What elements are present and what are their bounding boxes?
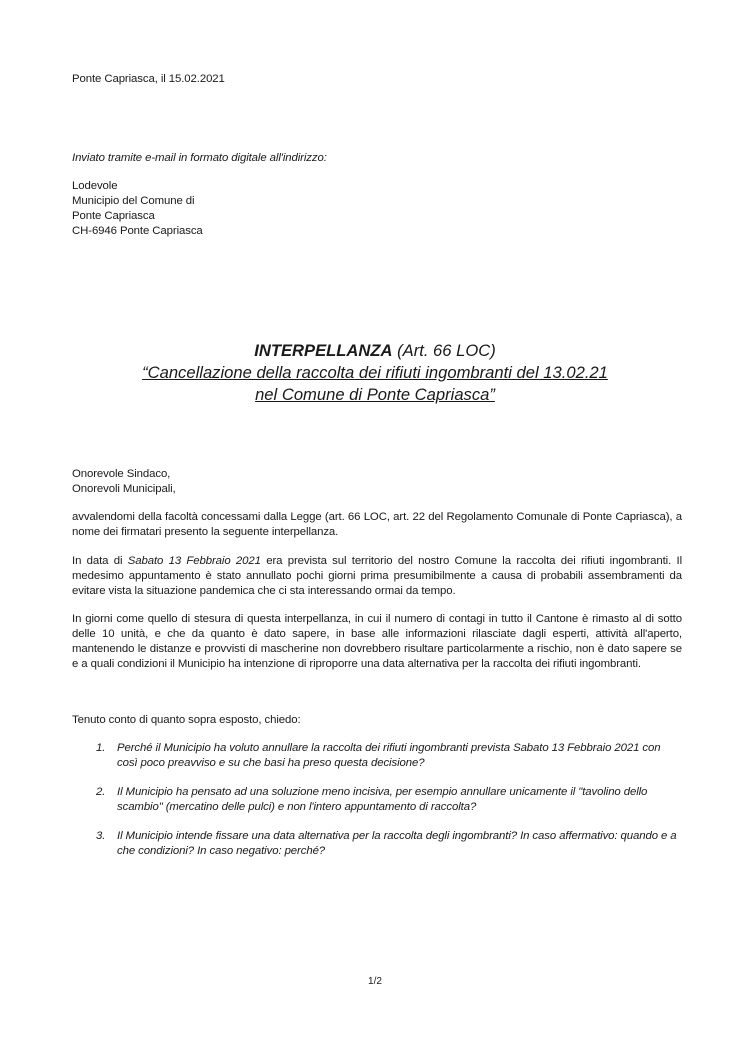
paragraph-1: avvalendomi della facoltà concessami dalla Legge (art. 66 LOC, art. 22 del Regolamento Comunale di Ponte Capriasca), a nome dei firmatari presento la seguente interpellanza. bbox=[72, 511, 682, 538]
address-line: Lodevole bbox=[72, 180, 118, 192]
question-text: Il Municipio ha pensato ad una soluzione meno incisiva, per esempio annullare unicamente il "tavolino dello scambio" (mercatino delle pulci) e non l'intero appuntamento di raccolta? bbox=[117, 786, 648, 813]
paragraph-2-pre: In data di bbox=[72, 555, 128, 567]
title-subtitle-line2: nel Comune di Ponte Capriasca” bbox=[255, 385, 495, 404]
question-item bbox=[72, 741, 682, 771]
address-line: CH-6946 Ponte Capriasca bbox=[72, 225, 203, 237]
question-item bbox=[72, 829, 682, 859]
question-item bbox=[72, 785, 682, 815]
paragraph-3: In giorni come quello di stesura di questa interpellanza, in cui il numero di contagi in tutto il Cantone è rimasto al di sotto delle 10 unità, e che da quanto è dato sapere, in base alle informazioni rilasciate dagli esperti, attività all'aperto, mantenendo le distanze e provvisti di mascherine non dovrebbero risultare particolarmente a rischio, non è dato sapere se e a quali condizioni il Municipio ha intenzione di riproporre una data alternativa per la raccolta dei rifiuti ingombranti. bbox=[72, 613, 682, 670]
questions-list bbox=[72, 741, 682, 873]
title-subtitle-line1: “Cancellazione della raccolta dei rifiuti ingombranti del 13.02.21 bbox=[142, 363, 608, 382]
question-text: Perché il Municipio ha voluto annullare la raccolta dei rifiuti ingombranti prevista Sabato 13 Febbraio 2021 con così poco preavviso e su che basi ha preso questa decisione? bbox=[117, 742, 661, 769]
sent-note: Inviato tramite e-mail in formato digitale all'indirizzo: bbox=[72, 152, 327, 164]
greeting-line: Onorevole Sindaco, bbox=[72, 468, 171, 480]
page-number: 1/2 bbox=[368, 976, 382, 987]
place-date: Ponte Capriasca, il 15.02.2021 bbox=[72, 73, 225, 85]
questions-intro: Tenuto conto di quanto sopra esposto, chiedo: bbox=[72, 714, 301, 726]
title-article: (Art. 66 LOC) bbox=[392, 341, 496, 360]
address-line: Ponte Capriasca bbox=[72, 210, 155, 222]
paragraph-2-post: era prevista sul territorio del nostro Comune la raccolta dei rifiuti ingombranti. Il medesimo appuntamento è stato annullato pochi giorni prima presumibilmente a causa di probabili assembramenti da evitare vista la situazione pandemica che ci sta interessando ormai da tempo. bbox=[72, 555, 683, 597]
greeting bbox=[72, 467, 176, 497]
question-number: 3. bbox=[96, 830, 106, 842]
paragraph-2 bbox=[72, 554, 682, 599]
question-text: Il Municipio intende fissare una data alternativa per la raccolta degli ingombranti? In caso affermativo: quando e a che condizioni? In caso negativo: perché? bbox=[117, 830, 677, 857]
greeting-line: Onorevoli Municipali, bbox=[72, 483, 176, 495]
recipient-address bbox=[72, 179, 203, 239]
paragraph-2-date: Sabato 13 Febbraio 2021 bbox=[127, 555, 261, 567]
title-main: INTERPELLANZA bbox=[254, 341, 393, 360]
address-line: Municipio del Comune di bbox=[72, 195, 195, 207]
title-line bbox=[0, 340, 750, 362]
question-number: 1. bbox=[96, 742, 106, 754]
question-number: 2. bbox=[96, 786, 106, 798]
document-title bbox=[0, 340, 750, 406]
